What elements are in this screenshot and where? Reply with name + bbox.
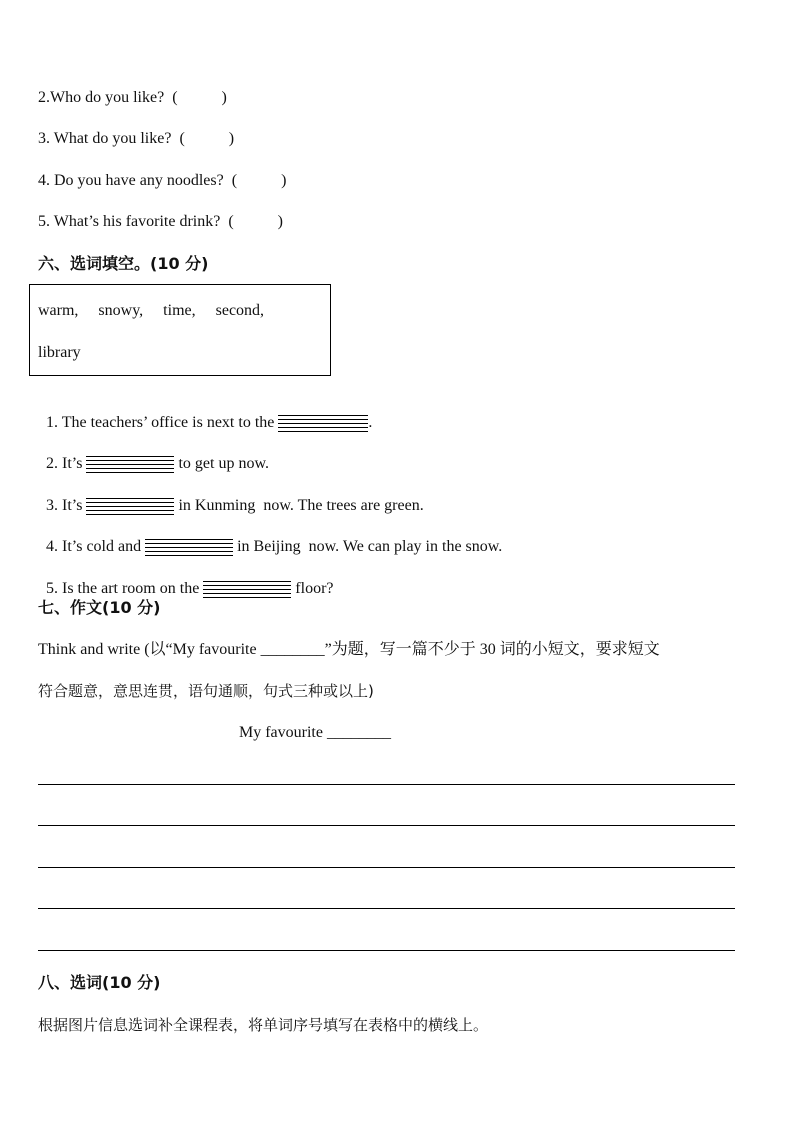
word-bank-row-2: library: [38, 344, 81, 361]
question-4: 4. Do you have any noodles? ( ): [38, 172, 287, 189]
essay-title: My favourite ________: [239, 724, 391, 741]
fill-question-4-after: in Beijing now. We can play in the snow.: [233, 538, 503, 555]
question-5: 5. What’s his favorite drink? ( ): [38, 213, 283, 230]
fill-question-5-after: floor?: [291, 580, 334, 597]
fill-question-3: [38, 476, 424, 516]
section-8-instruction: 根据图片信息选词补全课程表，将单词序号填写在表格中的横线上。: [38, 1016, 489, 1034]
answer-blank-4[interactable]: [145, 537, 233, 557]
word-bank-row-1: warm, snowy, time, second,: [38, 302, 265, 319]
fill-question-1-after: .: [368, 414, 373, 431]
writing-line[interactable]: [38, 784, 735, 785]
fill-question-3-before: 3. It’s: [46, 497, 87, 514]
fill-question-5: [38, 559, 334, 599]
answer-blank-3[interactable]: [86, 496, 174, 516]
fill-question-1: [38, 393, 372, 433]
section-6-heading: 六、选词填空。(10 分): [38, 254, 209, 273]
fill-question-2-after: to get up now.: [174, 455, 269, 472]
writing-line[interactable]: [38, 867, 735, 868]
fill-question-1-before: 1. The teachers’ office is next to the: [46, 414, 279, 431]
essay-instruction-line-2: 符合题意，意思连贯，语句通顺，句式三种或以上): [38, 682, 374, 700]
fill-question-3-after: in Kunming now. The trees are green.: [174, 497, 424, 514]
fill-question-2: [38, 434, 269, 474]
essay-instruction-line-1: Think and write (以“My favourite ________”为题，写一篇不少于 30 词的小短文，要求短文: [38, 641, 660, 658]
question-2: 2.Who do you like? ( ): [38, 89, 227, 106]
section-7-heading: 七、作文(10 分): [38, 598, 161, 617]
word-bank-box: [29, 284, 331, 376]
fill-question-2-before: 2. It’s: [46, 455, 87, 472]
writing-line[interactable]: [38, 908, 735, 909]
writing-line[interactable]: [38, 825, 735, 826]
answer-blank-1[interactable]: [278, 413, 368, 433]
question-3: 3. What do you like? ( ): [38, 130, 235, 147]
writing-line[interactable]: [38, 950, 735, 951]
fill-question-5-before: 5. Is the art room on the: [46, 580, 204, 597]
fill-question-4: [38, 517, 502, 557]
answer-blank-2[interactable]: [86, 454, 174, 474]
section-8-heading: 八、选词(10 分): [38, 973, 161, 992]
answer-blank-5[interactable]: [203, 579, 291, 599]
fill-question-4-before: 4. It’s cold and: [46, 538, 146, 555]
